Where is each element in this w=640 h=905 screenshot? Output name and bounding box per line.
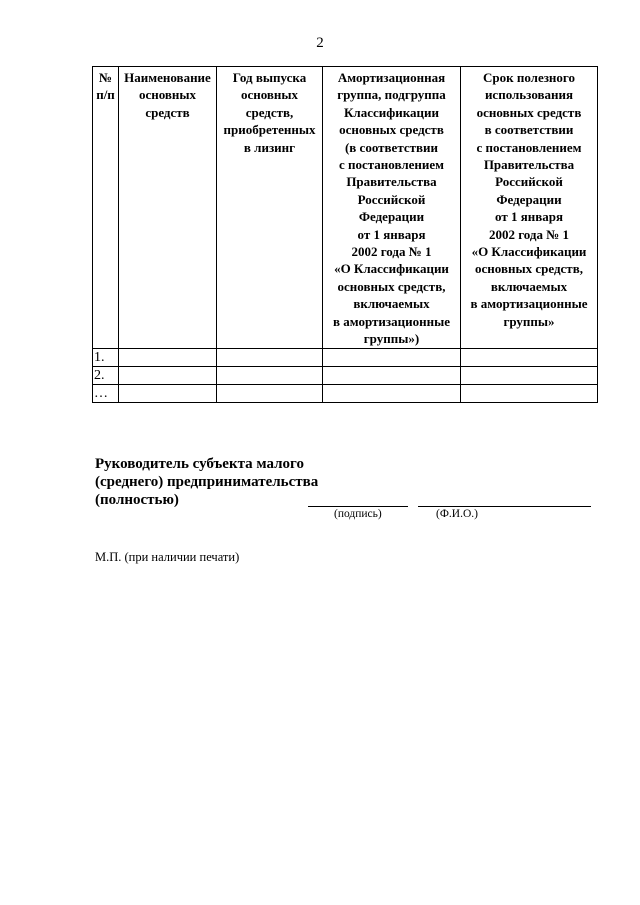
cell-depreciation-group[interactable]: [323, 384, 461, 402]
full-name-line[interactable]: [418, 506, 591, 507]
header-year-of-manufacture: Год выпуска основных средств, приобретенных в лизинг: [217, 67, 323, 349]
row-number: …: [93, 384, 119, 402]
cell-year[interactable]: [217, 384, 323, 402]
cell-useful-life[interactable]: [461, 348, 598, 366]
cell-asset-name[interactable]: [119, 366, 217, 384]
header-asset-name: Наименование основных средств: [119, 67, 217, 349]
cell-asset-name[interactable]: [119, 384, 217, 402]
table-row: [93, 384, 598, 402]
header-depreciation-group: Амортизационная группа, подгруппа Классификации основных средств (в соответствии с постановлением Правительства Российской Федерации от 1 января 2002 года № 1 «О Классификации основных средств, включаемых в амортизационные группы»): [323, 67, 461, 349]
row-number: 2.: [93, 366, 119, 384]
signatory-title: Руководитель субъекта малого (среднего) предпринимательства (полностью): [95, 456, 319, 508]
table-row: [93, 366, 598, 384]
stamp-note: М.П. (при наличии печати): [95, 550, 240, 564]
row-number: 1.: [93, 348, 119, 366]
table-header-row: [93, 67, 598, 349]
signature-caption: (подпись): [334, 508, 382, 520]
cell-depreciation-group[interactable]: [323, 366, 461, 384]
signature-line[interactable]: [308, 506, 408, 507]
header-number: № п/п: [93, 67, 119, 349]
cell-useful-life[interactable]: [461, 384, 598, 402]
cell-year[interactable]: [217, 348, 323, 366]
cell-year[interactable]: [217, 366, 323, 384]
header-useful-life: Срок полезного использования основных средств в соответствии с постановлением Правительства Российской Федерации от 1 января 2002 года № 1 «О Классификации основных средств, включаемых в амортизационные группы»: [461, 67, 598, 349]
cell-depreciation-group[interactable]: [323, 348, 461, 366]
cell-asset-name[interactable]: [119, 348, 217, 366]
page-number: 2: [316, 35, 324, 51]
fixed-assets-table: [92, 66, 598, 403]
table-row: [93, 348, 598, 366]
full-name-caption: (Ф.И.О.): [436, 508, 478, 520]
cell-useful-life[interactable]: [461, 366, 598, 384]
